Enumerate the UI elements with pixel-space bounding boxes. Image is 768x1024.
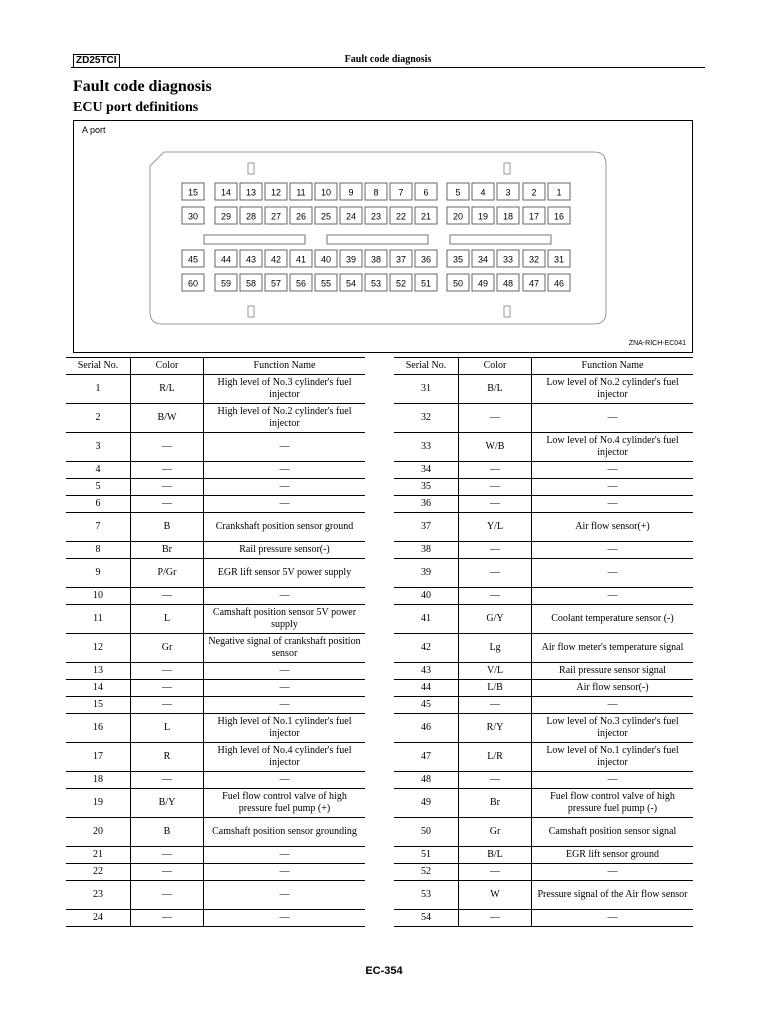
function-cell: —	[532, 588, 694, 605]
pin-number: 56	[295, 278, 307, 289]
function-cell: Negative signal of crankshaft position sensor	[204, 634, 366, 663]
page-title: Fault code diagnosis	[73, 78, 212, 95]
serial-cell: 9	[66, 559, 131, 588]
serial-cell: 23	[66, 881, 131, 910]
pin-number: 36	[420, 254, 432, 265]
table-row	[66, 714, 365, 743]
pin-number: 10	[320, 187, 332, 198]
pin-number: 21	[420, 211, 432, 222]
serial-cell: 42	[394, 634, 459, 663]
color-cell: L	[131, 605, 204, 634]
pin-number: 58	[245, 278, 257, 289]
pin-number: 15	[187, 187, 199, 198]
serial-cell: 51	[394, 847, 459, 864]
color-cell: —	[459, 404, 532, 433]
function-cell: —	[204, 433, 366, 462]
function-cell: —	[532, 404, 694, 433]
table-row	[66, 375, 365, 404]
connector-slot	[450, 235, 551, 244]
serial-cell: 8	[66, 542, 131, 559]
function-cell: Low level of No.1 cylinder's fuel injector	[532, 743, 694, 772]
pin-number: 29	[220, 211, 232, 222]
function-cell: —	[532, 559, 694, 588]
function-cell: High level of No.4 cylinder's fuel injector	[204, 743, 366, 772]
color-cell: R/Y	[459, 714, 532, 743]
table-row	[66, 462, 365, 479]
pin-number: 27	[270, 211, 282, 222]
pin-number: 49	[477, 278, 489, 289]
pin-number: 7	[398, 187, 404, 198]
function-cell: Fuel flow control valve of high pressure fuel pump (-)	[532, 789, 694, 818]
table-row	[394, 864, 693, 881]
function-cell: Crankshaft position sensor ground	[204, 513, 366, 542]
color-cell: Lg	[459, 634, 532, 663]
connector-figure	[73, 120, 693, 353]
function-cell: —	[204, 910, 366, 927]
color-cell: R/L	[131, 375, 204, 404]
function-cell: Low level of No.3 cylinder's fuel injector	[532, 714, 694, 743]
col-function: Function Name	[532, 358, 694, 375]
function-cell: —	[532, 772, 694, 789]
port-table-left	[66, 357, 365, 927]
serial-cell: 44	[394, 680, 459, 697]
table-row	[66, 789, 365, 818]
table-row	[394, 588, 693, 605]
color-cell: —	[131, 479, 204, 496]
serial-cell: 45	[394, 697, 459, 714]
pin-number: 59	[220, 278, 232, 289]
color-cell: —	[459, 864, 532, 881]
function-cell: Fuel flow control valve of high pressure fuel pump (+)	[204, 789, 366, 818]
serial-cell: 21	[66, 847, 131, 864]
function-cell: —	[532, 910, 694, 927]
pin-number: 50	[452, 278, 464, 289]
col-color: Color	[131, 358, 204, 375]
function-cell: —	[204, 847, 366, 864]
serial-cell: 17	[66, 743, 131, 772]
serial-cell: 34	[394, 462, 459, 479]
color-cell: —	[459, 772, 532, 789]
serial-cell: 24	[66, 910, 131, 927]
connector-notch	[248, 163, 254, 174]
table-header-row	[394, 358, 693, 375]
table-row	[66, 433, 365, 462]
pin-number: 24	[345, 211, 357, 222]
pin-number: 54	[345, 278, 357, 289]
color-cell: —	[131, 462, 204, 479]
function-cell: —	[204, 772, 366, 789]
serial-cell: 48	[394, 772, 459, 789]
table-row	[394, 663, 693, 680]
color-cell: —	[459, 910, 532, 927]
serial-cell: 6	[66, 496, 131, 513]
connector-notch	[504, 306, 510, 317]
pin-number: 32	[528, 254, 540, 265]
color-cell: W/B	[459, 433, 532, 462]
color-cell: —	[131, 433, 204, 462]
pin-number: 53	[370, 278, 382, 289]
function-cell: High level of No.2 cylinder's fuel injector	[204, 404, 366, 433]
serial-cell: 39	[394, 559, 459, 588]
function-cell: Rail pressure sensor signal	[532, 663, 694, 680]
serial-cell: 19	[66, 789, 131, 818]
table-row	[66, 559, 365, 588]
color-cell: P/Gr	[131, 559, 204, 588]
table-row	[394, 772, 693, 789]
serial-cell: 4	[66, 462, 131, 479]
color-cell: —	[131, 772, 204, 789]
color-cell: B	[131, 818, 204, 847]
serial-cell: 40	[394, 588, 459, 605]
table-row	[66, 680, 365, 697]
serial-cell: 3	[66, 433, 131, 462]
pin-number: 20	[452, 211, 464, 222]
function-cell: Air flow meter's temperature signal	[532, 634, 694, 663]
header-title: Fault code diagnosis	[344, 54, 432, 65]
table-row	[66, 818, 365, 847]
color-cell: W	[459, 881, 532, 910]
serial-cell: 22	[66, 864, 131, 881]
serial-cell: 12	[66, 634, 131, 663]
function-cell: —	[204, 588, 366, 605]
pin-number: 25	[320, 211, 332, 222]
pin-number: 47	[528, 278, 540, 289]
table-row	[66, 864, 365, 881]
pin-number: 31	[553, 254, 565, 265]
pin-number: 35	[452, 254, 464, 265]
pin-number: 51	[420, 278, 432, 289]
serial-cell: 53	[394, 881, 459, 910]
port-table-right	[394, 357, 693, 927]
color-cell: L/B	[459, 680, 532, 697]
table-row	[394, 714, 693, 743]
table-row	[66, 772, 365, 789]
table-row	[394, 634, 693, 663]
color-cell: G/Y	[459, 605, 532, 634]
connector-diagram	[74, 121, 692, 352]
table-row	[394, 605, 693, 634]
function-cell: EGR lift sensor ground	[532, 847, 694, 864]
table-row	[66, 634, 365, 663]
table-row	[66, 697, 365, 714]
serial-cell: 46	[394, 714, 459, 743]
table-row	[394, 881, 693, 910]
pin-number: 55	[320, 278, 332, 289]
pin-number: 23	[370, 211, 382, 222]
pin-number: 40	[320, 254, 332, 265]
function-cell: Low level of No.2 cylinder's fuel injector	[532, 375, 694, 404]
function-cell: Pressure signal of the Air flow sensor	[532, 881, 694, 910]
color-cell: —	[459, 496, 532, 513]
color-cell: L/R	[459, 743, 532, 772]
color-cell: Gr	[131, 634, 204, 663]
pin-number: 9	[348, 187, 354, 198]
table-row	[66, 542, 365, 559]
pin-number: 39	[345, 254, 357, 265]
serial-cell: 36	[394, 496, 459, 513]
function-cell: —	[532, 542, 694, 559]
function-cell: Air flow sensor(+)	[532, 513, 694, 542]
table-row	[66, 605, 365, 634]
serial-cell: 15	[66, 697, 131, 714]
function-cell: —	[204, 881, 366, 910]
color-cell: —	[459, 559, 532, 588]
figure-label: A port	[82, 125, 106, 135]
pin-number: 57	[270, 278, 282, 289]
serial-cell: 50	[394, 818, 459, 847]
function-cell: High level of No.3 cylinder's fuel injector	[204, 375, 366, 404]
pin-number: 12	[270, 187, 282, 198]
figure-code: ZNA-RICH-EC041	[628, 340, 686, 347]
col-color: Color	[459, 358, 532, 375]
serial-cell: 2	[66, 404, 131, 433]
color-cell: B/L	[459, 375, 532, 404]
pin-number: 3	[505, 187, 511, 198]
color-cell: B/W	[131, 404, 204, 433]
color-cell: —	[131, 881, 204, 910]
table-row	[66, 496, 365, 513]
color-cell: B/L	[459, 847, 532, 864]
pin-number: 2	[531, 187, 537, 198]
pin-number: 19	[477, 211, 489, 222]
table-row	[394, 680, 693, 697]
connector-notch	[504, 163, 510, 174]
function-cell: —	[532, 496, 694, 513]
table-row	[66, 847, 365, 864]
color-cell: —	[459, 542, 532, 559]
pin-number: 8	[373, 187, 379, 198]
serial-cell: 10	[66, 588, 131, 605]
serial-cell: 38	[394, 542, 459, 559]
color-cell: —	[131, 697, 204, 714]
serial-cell: 18	[66, 772, 131, 789]
function-cell: —	[204, 680, 366, 697]
pin-number: 43	[245, 254, 257, 265]
connector-notch	[248, 306, 254, 317]
color-cell: —	[131, 496, 204, 513]
color-cell: V/L	[459, 663, 532, 680]
serial-cell: 32	[394, 404, 459, 433]
serial-cell: 14	[66, 680, 131, 697]
serial-cell: 49	[394, 789, 459, 818]
function-cell: —	[204, 462, 366, 479]
serial-cell: 54	[394, 910, 459, 927]
color-cell: —	[131, 663, 204, 680]
pin-number: 18	[502, 211, 514, 222]
pin-number: 22	[395, 211, 407, 222]
pin-number: 16	[553, 211, 565, 222]
pin-number: 26	[295, 211, 307, 222]
model-tag: ZD25TCI	[73, 54, 120, 68]
table-row	[394, 433, 693, 462]
pin-number: 44	[220, 254, 232, 265]
pin-number: 42	[270, 254, 282, 265]
page-number: EC-354	[365, 965, 403, 977]
table-row	[394, 697, 693, 714]
table-row	[66, 404, 365, 433]
serial-cell: 1	[66, 375, 131, 404]
serial-cell: 20	[66, 818, 131, 847]
color-cell: —	[131, 588, 204, 605]
section-title: ECU port definitions	[73, 100, 199, 115]
serial-cell: 5	[66, 479, 131, 496]
function-cell: —	[204, 663, 366, 680]
function-cell: —	[532, 479, 694, 496]
pin-number: 11	[296, 187, 306, 198]
pin-number: 30	[187, 211, 199, 222]
function-cell: Low level of No.4 cylinder's fuel injector	[532, 433, 694, 462]
function-cell: Camshaft position sensor 5V power supply	[204, 605, 366, 634]
color-cell: —	[131, 910, 204, 927]
connector-slot	[204, 235, 305, 244]
function-cell: Air flow sensor(-)	[532, 680, 694, 697]
table-row	[394, 789, 693, 818]
serial-cell: 35	[394, 479, 459, 496]
color-cell: —	[131, 864, 204, 881]
table-row	[394, 559, 693, 588]
color-cell: R	[131, 743, 204, 772]
function-cell: Coolant temperature sensor (-)	[532, 605, 694, 634]
table-row	[66, 663, 365, 680]
color-cell: B/Y	[131, 789, 204, 818]
serial-cell: 11	[66, 605, 131, 634]
table-row	[66, 881, 365, 910]
color-cell: —	[459, 588, 532, 605]
pin-number: 1	[556, 187, 562, 198]
color-cell: Br	[459, 789, 532, 818]
table-row	[66, 588, 365, 605]
page-header	[71, 53, 705, 68]
serial-cell: 37	[394, 513, 459, 542]
function-cell: Camshaft position sensor signal	[532, 818, 694, 847]
col-serial: Serial No.	[66, 358, 131, 375]
table-row	[394, 479, 693, 496]
color-cell: Br	[131, 542, 204, 559]
serial-cell: 33	[394, 433, 459, 462]
color-cell: —	[459, 697, 532, 714]
pin-number: 17	[528, 211, 540, 222]
table-row	[394, 542, 693, 559]
pin-number: 33	[502, 254, 514, 265]
table-row	[394, 513, 693, 542]
serial-cell: 52	[394, 864, 459, 881]
serial-cell: 43	[394, 663, 459, 680]
table-row	[66, 513, 365, 542]
pin-number: 38	[370, 254, 382, 265]
pin-number: 46	[553, 278, 565, 289]
serial-cell: 16	[66, 714, 131, 743]
pin-number: 45	[187, 254, 199, 265]
function-cell: —	[532, 864, 694, 881]
color-cell: B	[131, 513, 204, 542]
function-cell: Camshaft position sensor grounding	[204, 818, 366, 847]
table-header-row	[66, 358, 365, 375]
function-cell: —	[532, 462, 694, 479]
color-cell: —	[459, 462, 532, 479]
color-cell: Gr	[459, 818, 532, 847]
serial-cell: 47	[394, 743, 459, 772]
pin-number: 14	[220, 187, 232, 198]
color-cell: L	[131, 714, 204, 743]
function-cell: —	[204, 697, 366, 714]
table-row	[394, 404, 693, 433]
table-row	[394, 496, 693, 513]
pin-number: 4	[480, 187, 486, 198]
col-function: Function Name	[204, 358, 366, 375]
color-cell: —	[131, 847, 204, 864]
table-row	[394, 462, 693, 479]
col-serial: Serial No.	[394, 358, 459, 375]
function-cell: —	[204, 864, 366, 881]
serial-cell: 7	[66, 513, 131, 542]
color-cell: Y/L	[459, 513, 532, 542]
table-row	[394, 818, 693, 847]
table-row	[66, 743, 365, 772]
serial-cell: 41	[394, 605, 459, 634]
pin-number: 34	[477, 254, 489, 265]
serial-cell: 13	[66, 663, 131, 680]
table-row	[394, 743, 693, 772]
function-cell: EGR lift sensor 5V power supply	[204, 559, 366, 588]
pin-number: 5	[455, 187, 461, 198]
function-cell: —	[532, 697, 694, 714]
function-cell: High level of No.1 cylinder's fuel injector	[204, 714, 366, 743]
serial-cell: 31	[394, 375, 459, 404]
pin-number: 6	[423, 187, 429, 198]
pin-number: 41	[295, 254, 307, 265]
table-row	[66, 479, 365, 496]
pin-number: 13	[245, 187, 257, 198]
color-cell: —	[459, 479, 532, 496]
function-cell: —	[204, 479, 366, 496]
function-cell: Rail pressure sensor(-)	[204, 542, 366, 559]
table-row	[394, 910, 693, 927]
table-row	[394, 847, 693, 864]
table-row	[394, 375, 693, 404]
color-cell: —	[131, 680, 204, 697]
function-cell: —	[204, 496, 366, 513]
pin-number: 48	[502, 278, 514, 289]
pin-number: 37	[395, 254, 407, 265]
table-row	[66, 910, 365, 927]
connector-slot	[327, 235, 428, 244]
pin-number: 60	[187, 278, 199, 289]
pin-number: 28	[245, 211, 257, 222]
connector-outline	[150, 152, 606, 324]
pin-number: 52	[395, 278, 407, 289]
